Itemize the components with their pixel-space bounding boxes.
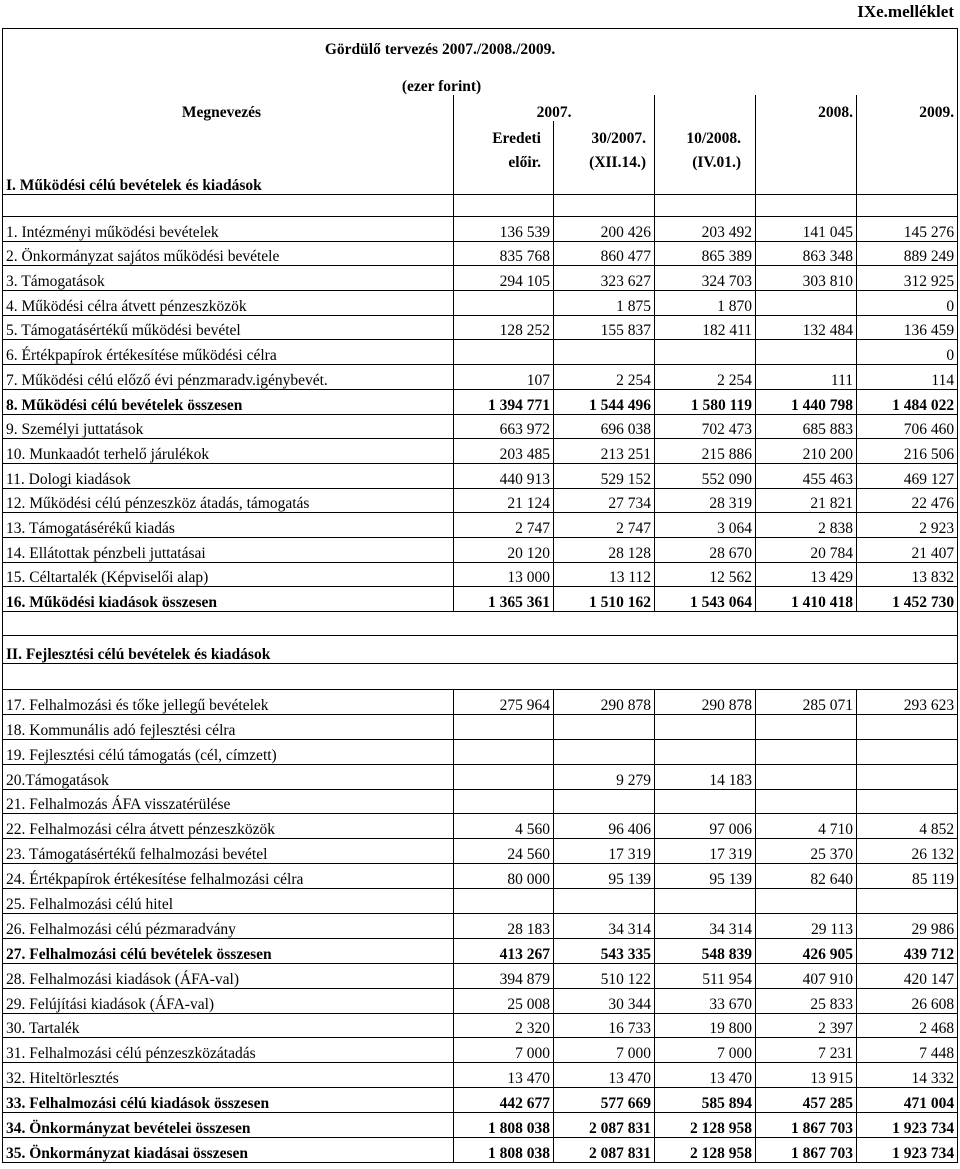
row-value — [756, 764, 857, 789]
row-label: 29. Felújítási kiadások (ÁFA-val) — [3, 988, 454, 1013]
table-row — [3, 1038, 958, 1063]
row-value: 2 087 831 — [554, 1138, 655, 1163]
row-value — [756, 789, 857, 814]
table-row — [3, 587, 958, 612]
row-value: 1 867 703 — [756, 1113, 857, 1138]
row-value: 511 954 — [655, 963, 756, 988]
row-value — [756, 739, 857, 764]
subheader-original-1: Eredeti — [454, 121, 554, 147]
table-row — [3, 266, 958, 291]
row-label: 27. Felhalmozási célú bevételek összesen — [3, 938, 454, 963]
row-value — [756, 889, 857, 914]
row-value: 7 000 — [554, 1038, 655, 1063]
subheader-decree-2008-1: 10/2008. — [655, 121, 756, 147]
row-label: 26. Felhalmozási célú pézmaradvány — [3, 914, 454, 939]
row-value: 27 734 — [554, 488, 655, 513]
annex-label: IXe.melléklet — [857, 2, 954, 21]
row-value: 17 319 — [655, 839, 756, 864]
table-row — [3, 690, 958, 715]
row-value: 13 470 — [655, 1063, 756, 1088]
row-value — [554, 789, 655, 814]
row-value: 26 608 — [857, 988, 958, 1013]
row-value: 835 768 — [454, 241, 554, 266]
row-value: 324 703 — [655, 266, 756, 291]
row-value — [454, 714, 554, 739]
row-value: 4 852 — [857, 814, 958, 839]
subheader-original-2: előir. — [454, 147, 554, 171]
row-value: 19 800 — [655, 1013, 756, 1038]
row-value: 13 470 — [454, 1063, 554, 1088]
row-value — [454, 739, 554, 764]
row-label: 3. Támogatások — [3, 266, 454, 291]
row-value: 294 105 — [454, 266, 554, 291]
table-row — [3, 1013, 958, 1038]
table-row — [3, 1113, 958, 1138]
row-value: 1 410 418 — [756, 587, 857, 612]
table-row — [3, 814, 958, 839]
row-value: 0 — [857, 340, 958, 365]
row-value: 1 808 038 — [454, 1113, 554, 1138]
spacer-row — [3, 195, 958, 217]
row-value: 4 560 — [454, 814, 554, 839]
row-value: 1 365 361 — [454, 587, 554, 612]
row-value — [857, 764, 958, 789]
row-value: 25 833 — [756, 988, 857, 1013]
row-value: 1 543 064 — [655, 587, 756, 612]
row-value: 26 132 — [857, 839, 958, 864]
table-row — [3, 914, 958, 939]
table-row — [3, 789, 958, 814]
table-row — [3, 463, 958, 488]
row-value: 702 473 — [655, 414, 756, 439]
row-value: 1 580 119 — [655, 389, 756, 414]
row-value: 22 476 — [857, 488, 958, 513]
table-row — [3, 1063, 958, 1088]
row-value: 28 670 — [655, 537, 756, 562]
row-label: 20.Támogatások — [3, 764, 454, 789]
row-value: 312 925 — [857, 266, 958, 291]
budget-table — [2, 28, 958, 1163]
row-value: 394 879 — [454, 963, 554, 988]
row-value: 213 251 — [554, 439, 655, 464]
row-value: 25 370 — [756, 839, 857, 864]
row-value: 12 562 — [655, 562, 756, 587]
row-value: 182 411 — [655, 315, 756, 340]
row-label: 23. Támogatásértékű felhalmozási bevétel — [3, 839, 454, 864]
row-label: 10. Munkaadót terhelő járulékok — [3, 439, 454, 464]
row-value: 16 733 — [554, 1013, 655, 1038]
table-row — [3, 340, 958, 365]
table-row — [3, 864, 958, 889]
table-row — [3, 938, 958, 963]
row-value: 82 640 — [756, 864, 857, 889]
row-value: 13 112 — [554, 562, 655, 587]
row-label: 24. Értékpapírok értékesítése felhalmozási célra — [3, 864, 454, 889]
table-row — [3, 488, 958, 513]
budget-table-frame — [2, 28, 957, 1163]
row-value: 80 000 — [454, 864, 554, 889]
row-value: 95 139 — [655, 864, 756, 889]
row-value: 510 122 — [554, 963, 655, 988]
row-value — [454, 764, 554, 789]
row-value: 215 886 — [655, 439, 756, 464]
row-value: 0 — [857, 291, 958, 316]
row-label: 17. Felhalmozási és tőke jellegű bevételek — [3, 690, 454, 715]
row-value: 95 139 — [554, 864, 655, 889]
row-value: 155 837 — [554, 315, 655, 340]
row-value: 285 071 — [756, 690, 857, 715]
section-heading-operating: I. Működési célú bevételek és kiadások — [3, 171, 454, 195]
row-value: 860 477 — [554, 241, 655, 266]
row-value: 21 124 — [454, 488, 554, 513]
row-value — [554, 340, 655, 365]
row-value: 865 389 — [655, 241, 756, 266]
row-value: 1 440 798 — [756, 389, 857, 414]
table-row — [3, 365, 958, 390]
table-row — [3, 513, 958, 538]
row-label: 22. Felhalmozási célra átvett pénzeszközök — [3, 814, 454, 839]
row-value: 2 128 958 — [655, 1113, 756, 1138]
row-value: 132 484 — [756, 315, 857, 340]
row-value — [857, 889, 958, 914]
row-value: 25 008 — [454, 988, 554, 1013]
row-value: 685 883 — [756, 414, 857, 439]
row-value: 863 348 — [756, 241, 857, 266]
row-value: 2 747 — [554, 513, 655, 538]
table-row — [3, 315, 958, 340]
row-label: 11. Dologi kiadások — [3, 463, 454, 488]
table-row — [3, 1138, 958, 1163]
row-value: 2 397 — [756, 1013, 857, 1038]
row-value: 2 087 831 — [554, 1113, 655, 1138]
table-row — [3, 889, 958, 914]
row-value: 96 406 — [554, 814, 655, 839]
column-header-2008: 2008. — [756, 95, 857, 121]
row-label: 33. Felhalmozási célú kiadások összesen — [3, 1088, 454, 1113]
subheader-decree-2008-2: (IV.01.) — [655, 147, 756, 171]
row-label: 21. Felhalmozás ÁFA visszatérülése — [3, 789, 454, 814]
row-value: 426 905 — [756, 938, 857, 963]
row-value — [454, 889, 554, 914]
column-header-2009: 2009. — [857, 95, 958, 121]
row-value: 469 127 — [857, 463, 958, 488]
row-value: 13 915 — [756, 1063, 857, 1088]
subheader-decree-2007-2: (XII.14.) — [554, 147, 655, 171]
row-value: 1 923 734 — [857, 1113, 958, 1138]
row-value: 34 314 — [554, 914, 655, 939]
row-value: 696 038 — [554, 414, 655, 439]
row-value: 1 394 771 — [454, 389, 554, 414]
row-value: 14 183 — [655, 764, 756, 789]
row-value: 2 128 958 — [655, 1138, 756, 1163]
row-value: 200 426 — [554, 217, 655, 242]
row-value: 141 045 — [756, 217, 857, 242]
row-value: 413 267 — [454, 938, 554, 963]
row-value — [655, 789, 756, 814]
row-value: 543 335 — [554, 938, 655, 963]
row-value: 1 544 496 — [554, 389, 655, 414]
table-row — [3, 241, 958, 266]
row-value: 111 — [756, 365, 857, 390]
row-value: 24 560 — [454, 839, 554, 864]
row-value — [857, 714, 958, 739]
row-value: 2 468 — [857, 1013, 958, 1038]
row-value: 145 276 — [857, 217, 958, 242]
row-value — [655, 714, 756, 739]
section-heading-row — [3, 636, 958, 664]
row-value: 85 119 — [857, 864, 958, 889]
row-value: 471 004 — [857, 1088, 958, 1113]
row-value: 1 870 — [655, 291, 756, 316]
row-value: 2 254 — [655, 365, 756, 390]
row-value — [857, 739, 958, 764]
table-unit: (ezer forint) — [3, 71, 958, 95]
row-value: 17 319 — [554, 839, 655, 864]
row-label: 31. Felhalmozási célú pénzeszközátadás — [3, 1038, 454, 1063]
row-value: 20 120 — [454, 537, 554, 562]
row-value: 420 147 — [857, 963, 958, 988]
row-value: 439 712 — [857, 938, 958, 963]
row-value: 7 000 — [454, 1038, 554, 1063]
subheader-decree-2007-1: 30/2007. — [554, 121, 655, 147]
spacer-row — [3, 612, 958, 636]
row-value: 275 964 — [454, 690, 554, 715]
row-value: 216 506 — [857, 439, 958, 464]
row-value — [756, 340, 857, 365]
row-value: 440 913 — [454, 463, 554, 488]
row-value — [554, 739, 655, 764]
row-value: 13 429 — [756, 562, 857, 587]
row-value: 28 319 — [655, 488, 756, 513]
row-value — [756, 291, 857, 316]
row-value — [554, 714, 655, 739]
row-label: 7. Működési célú előző évi pénzmaradv.igénybevét. — [3, 365, 454, 390]
row-value: 2 838 — [756, 513, 857, 538]
row-value: 29 986 — [857, 914, 958, 939]
row-value: 203 492 — [655, 217, 756, 242]
row-value: 13 470 — [554, 1063, 655, 1088]
row-label: 2. Önkormányzat sajátos működési bevétele — [3, 241, 454, 266]
row-label: 1. Intézményi működési bevételek — [3, 217, 454, 242]
table-row — [3, 562, 958, 587]
row-label: 25. Felhalmozási célú hitel — [3, 889, 454, 914]
table-row — [3, 988, 958, 1013]
row-value: 13 832 — [857, 562, 958, 587]
row-label: 14. Ellátottak pénzbeli juttatásai — [3, 537, 454, 562]
row-label: 18. Kommunális adó fejlesztési célra — [3, 714, 454, 739]
row-value: 9 279 — [554, 764, 655, 789]
row-value: 706 460 — [857, 414, 958, 439]
table-row — [3, 839, 958, 864]
row-value: 30 344 — [554, 988, 655, 1013]
row-value: 303 810 — [756, 266, 857, 291]
row-label: 35. Önkormányzat kiadásai összesen — [3, 1138, 454, 1163]
row-label: 32. Hiteltörlesztés — [3, 1063, 454, 1088]
row-label: 13. Támogatásérékű kiadás — [3, 513, 454, 538]
row-value: 21 407 — [857, 537, 958, 562]
row-value: 7 448 — [857, 1038, 958, 1063]
row-label: 9. Személyi juttatások — [3, 414, 454, 439]
row-value — [655, 340, 756, 365]
column-header-2007: 2007. — [454, 95, 655, 121]
table-row — [3, 439, 958, 464]
row-label: 4. Működési célra átvett pénzeszközök — [3, 291, 454, 316]
row-value: 290 878 — [655, 690, 756, 715]
row-value: 114 — [857, 365, 958, 390]
row-value: 1 867 703 — [756, 1138, 857, 1163]
row-value: 552 090 — [655, 463, 756, 488]
row-value: 2 254 — [554, 365, 655, 390]
row-label: 12. Működési célú pénzeszköz átadás, támogatás — [3, 488, 454, 513]
row-value: 663 972 — [454, 414, 554, 439]
table-row — [3, 291, 958, 316]
row-value: 1 808 038 — [454, 1138, 554, 1163]
row-label: 15. Céltartalék (Képviselői alap) — [3, 562, 454, 587]
row-label: 19. Fejlesztési célú támogatás (cél, címzett) — [3, 739, 454, 764]
row-value — [857, 789, 958, 814]
row-label: 8. Működési célú bevételek összesen — [3, 389, 454, 414]
row-label: 6. Értékpapírok értékesítése működési célra — [3, 340, 454, 365]
row-value: 2 320 — [454, 1013, 554, 1038]
row-value: 33 670 — [655, 988, 756, 1013]
row-value: 290 878 — [554, 690, 655, 715]
row-value: 28 183 — [454, 914, 554, 939]
row-value: 1 484 022 — [857, 389, 958, 414]
row-value: 3 064 — [655, 513, 756, 538]
row-value — [554, 889, 655, 914]
table-row — [3, 764, 958, 789]
row-value — [454, 291, 554, 316]
row-value: 1 452 730 — [857, 587, 958, 612]
table-row — [3, 739, 958, 764]
row-value: 21 821 — [756, 488, 857, 513]
section-heading-development: II. Fejlesztési célú bevételek és kiadások — [3, 636, 958, 664]
row-value: 13 000 — [454, 562, 554, 587]
row-value: 585 894 — [655, 1088, 756, 1113]
row-value: 457 285 — [756, 1088, 857, 1113]
table-row — [3, 714, 958, 739]
table-row — [3, 389, 958, 414]
row-value: 7 231 — [756, 1038, 857, 1063]
row-value: 455 463 — [756, 463, 857, 488]
row-value: 203 485 — [454, 439, 554, 464]
row-value: 97 006 — [655, 814, 756, 839]
row-label: 28. Felhalmozási kiadások (ÁFA-val) — [3, 963, 454, 988]
table-row — [3, 217, 958, 242]
column-header-name: Megnevezés — [3, 95, 454, 121]
row-value — [655, 889, 756, 914]
row-value: 210 200 — [756, 439, 857, 464]
row-value: 293 623 — [857, 690, 958, 715]
row-value: 407 910 — [756, 963, 857, 988]
row-value: 1 875 — [554, 291, 655, 316]
spacer-row — [3, 664, 958, 690]
row-value: 323 627 — [554, 266, 655, 291]
row-value: 2 747 — [454, 513, 554, 538]
table-title: Gördülő tervezés 2007./2008./2009. — [3, 29, 958, 71]
row-value: 136 539 — [454, 217, 554, 242]
row-value: 442 677 — [454, 1088, 554, 1113]
row-value — [454, 789, 554, 814]
row-value: 14 332 — [857, 1063, 958, 1088]
row-value: 4 710 — [756, 814, 857, 839]
table-row — [3, 963, 958, 988]
table-row — [3, 414, 958, 439]
row-label: 5. Támogatásértékű működési bevétel — [3, 315, 454, 340]
row-label: 34. Önkormányzat bevételei összesen — [3, 1113, 454, 1138]
row-label: 16. Működési kiadások összesen — [3, 587, 454, 612]
row-value — [756, 714, 857, 739]
row-value: 1 923 734 — [857, 1138, 958, 1163]
row-value — [655, 739, 756, 764]
row-value: 128 252 — [454, 315, 554, 340]
table-row — [3, 1088, 958, 1113]
row-value: 577 669 — [554, 1088, 655, 1113]
row-value: 1 510 162 — [554, 587, 655, 612]
row-value: 20 784 — [756, 537, 857, 562]
row-value: 2 923 — [857, 513, 958, 538]
row-value: 529 152 — [554, 463, 655, 488]
row-value: 889 249 — [857, 241, 958, 266]
row-value: 136 459 — [857, 315, 958, 340]
row-value: 29 113 — [756, 914, 857, 939]
row-value: 548 839 — [655, 938, 756, 963]
row-value: 107 — [454, 365, 554, 390]
row-value — [454, 340, 554, 365]
row-value: 34 314 — [655, 914, 756, 939]
table-row — [3, 537, 958, 562]
row-value: 28 128 — [554, 537, 655, 562]
row-label: 30. Tartalék — [3, 1013, 454, 1038]
row-value: 7 000 — [655, 1038, 756, 1063]
